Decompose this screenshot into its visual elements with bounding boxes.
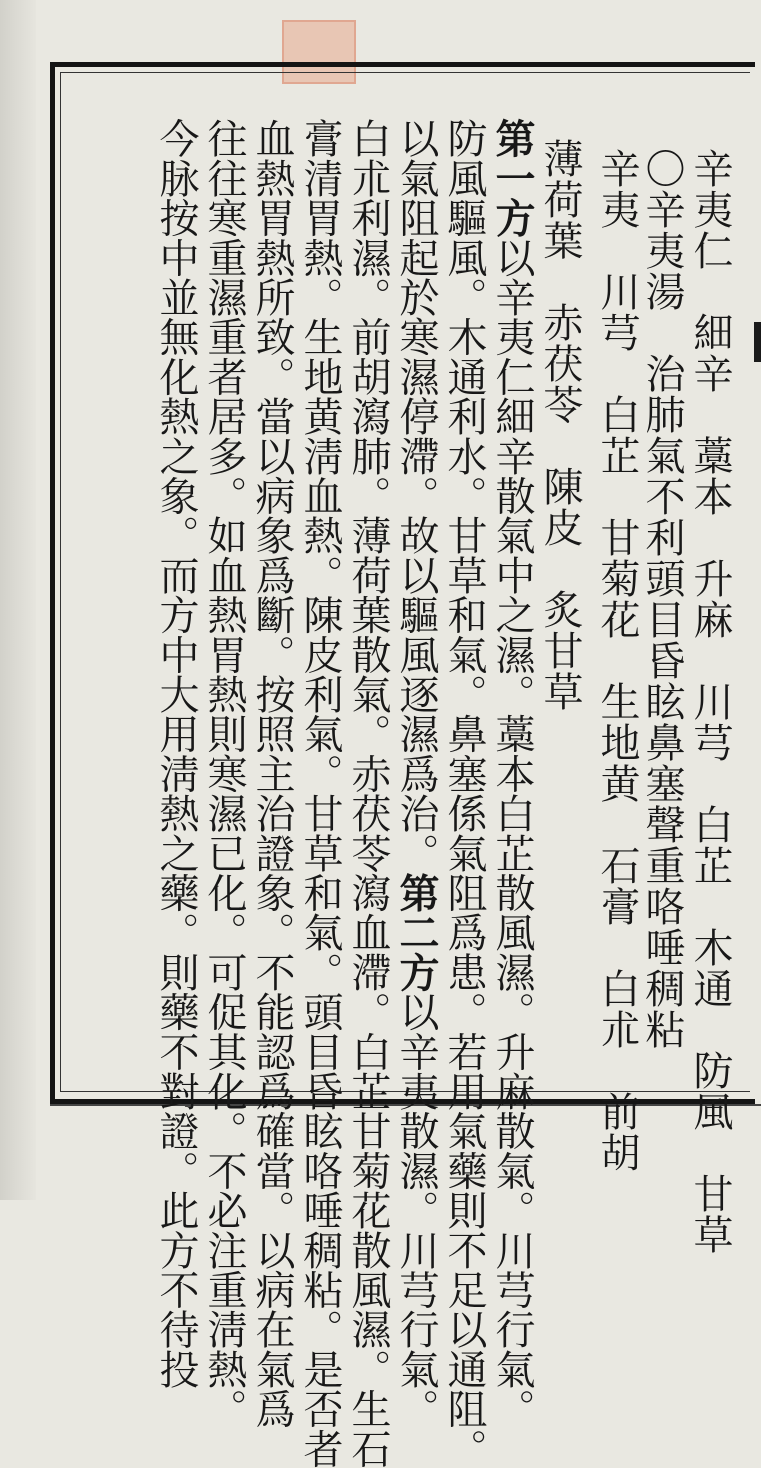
heading-second-formula: 第二方 (393, 872, 440, 992)
binding-margin (0, 0, 36, 1200)
text-column-9: 膏清胃熱。生地黄淸血熱。陳皮利氣。甘草和氣。頭目昏眩咯唾稠粘。是否者 (297, 118, 343, 1468)
heading-first-formula: 第一方 (489, 118, 536, 238)
text-column-5-body: 以辛夷仁細辛散氣中之濕。藁本白芷散風濕。升麻散氣。川芎行氣。 (489, 237, 535, 1429)
text-column-5 (490, 118, 534, 1428)
text-column-3: 辛夷 川芎 白芷 甘菊花 生地黄 石膏 白朮 前胡 (594, 148, 640, 1173)
text-column-8: 白朮利濕。前胡瀉肺。薄荷葉散氣。赤茯苓瀉血滯。白芷甘菊花散風濕。生石 (345, 118, 391, 1468)
edge-tab (754, 322, 761, 362)
text-column-7-body: 以氣阻起於寒濕停滯。故以驅風逐濕爲治。 (393, 118, 439, 873)
text-column-4: 薄荷葉 赤茯苓 陳皮 炙甘草 (537, 138, 583, 712)
text-column-6: 防風驅風。木通利水。甘草和氣。鼻塞係氣阻爲患。若用氣藥則不足以通阻。 (441, 118, 487, 1468)
text-column-12: 今脉按中並無化熱之象。而方中大用淸熱之藥。則藥不對證。此方不待投 (153, 118, 199, 1389)
text-column-7-tail: 以辛夷散濕。川芎行氣。 (393, 991, 439, 1429)
text-column-11: 往往寒重濕重者居多。如血熱胃熱則寒濕已化。可促其化。不必注重淸熱。 (201, 118, 247, 1429)
text-column-7 (394, 118, 438, 1428)
text-column-1: 辛夷仁 細辛 藁本 升麻 川芎 白芷 木通 防風 甘草 (687, 148, 733, 1255)
text-column-2: 〇辛夷湯 治肺氣不利頭目昏眩鼻塞聲重咯唾稠粘 (639, 148, 685, 1050)
text-column-10: 血熱胃熱所致。當以病象爲斷。按照主治證象。不能認爲確當。以病在氣爲 (249, 118, 295, 1429)
